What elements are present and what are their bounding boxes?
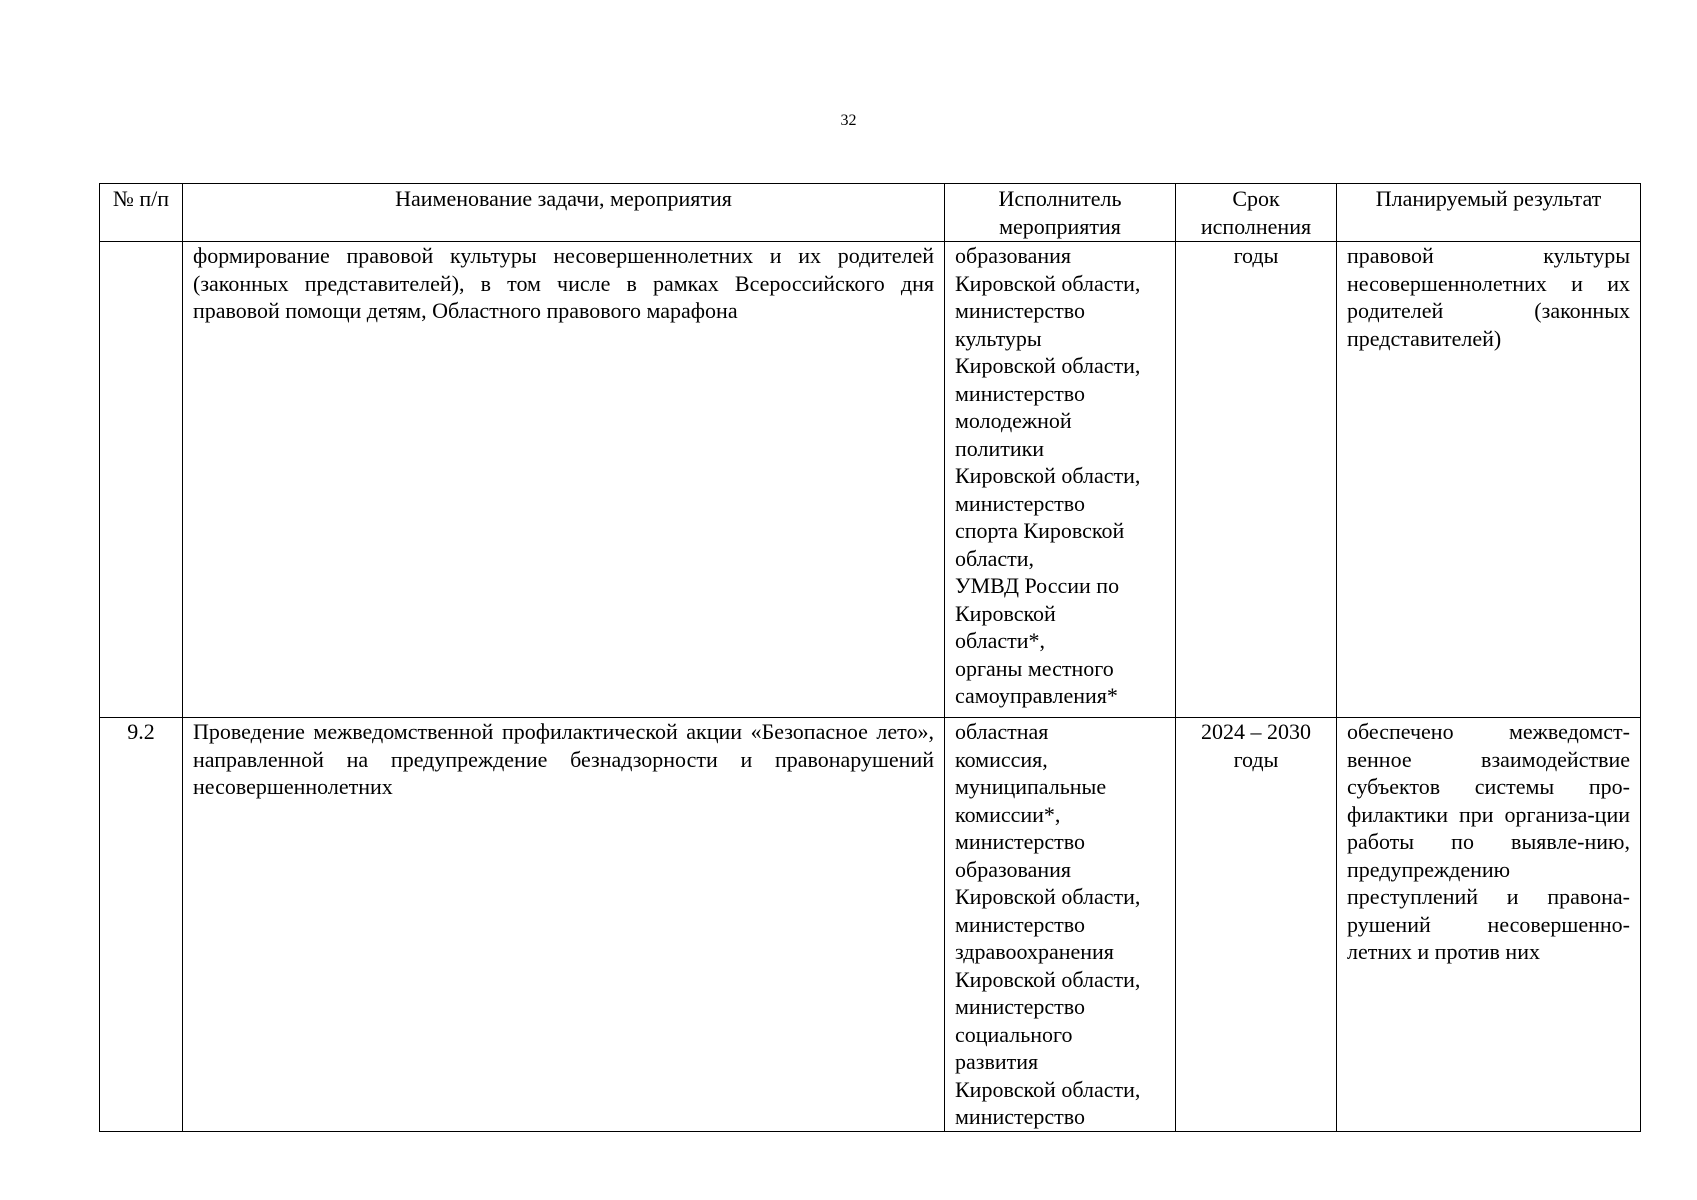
executor-line: министерство <box>955 994 1086 1019</box>
executor-line: органы местного <box>955 655 1114 681</box>
executor-line: молодежной <box>955 408 1072 433</box>
executor-line: министерство <box>955 380 1086 406</box>
measures-table <box>99 183 1641 1132</box>
executor-line: Кировской области, <box>955 270 1141 296</box>
row-result: обеспечено межведомст-венное взаимодействие субъектов системы про-филактики при организа-ции работы по выявле-нию, предупреждению преступлений и правона-рушений несовершенно-летних и против них <box>1337 718 1641 1132</box>
row-task: Проведение межведомственной профилактической акции «Безопасное лето», направленной на предупреждение безнадзорности и правонарушений несовершеннолетних <box>183 718 945 1132</box>
header-number: № п/п <box>100 184 183 242</box>
executor-line: министерство <box>955 298 1086 323</box>
executor-line: министерство <box>955 829 1086 854</box>
executor-line: спорта Кировской <box>955 518 1125 543</box>
executor-line: муниципальные <box>955 774 1107 799</box>
executor-line: развития <box>955 1049 1039 1074</box>
executor-line: здравоохранения <box>955 939 1114 964</box>
row-term: 2024 – 2030 годы <box>1176 718 1337 1132</box>
executor-line: Кировской области, <box>955 463 1141 488</box>
executor-line: Кировской области, <box>955 884 1141 909</box>
executor-line: министерство <box>955 1104 1086 1129</box>
executor-line: комиссия, <box>955 746 1048 772</box>
executor-line: Кировской области, <box>955 1076 1141 1102</box>
executor-line: УМВД России по <box>955 573 1120 598</box>
executor-line: комиссии*, <box>955 801 1061 827</box>
executor-line: области, <box>955 545 1035 571</box>
row-result: правовой культуры несовершеннолетних и их родителей (законных представителей) <box>1337 242 1641 718</box>
executor-line: Кировской области, <box>955 353 1141 378</box>
executor-line: областная <box>955 719 1049 744</box>
executor-line: министерство <box>955 911 1086 937</box>
page-number: 32 <box>840 112 857 129</box>
executor-line: министерство <box>955 490 1086 516</box>
row-number <box>100 242 183 718</box>
executor-line: политики <box>955 435 1045 461</box>
executor-line: самоуправления* <box>955 683 1118 708</box>
header-executor: Исполнитель мероприятия <box>945 184 1176 242</box>
table-row <box>100 718 1641 1132</box>
executor-line: образования <box>955 243 1072 268</box>
executor-line: области*, <box>955 628 1046 653</box>
table-header-row <box>100 184 1641 242</box>
row-task: формирование правовой культуры несовершеннолетних и их родителей (законных представителей), в том числе в рамках Всероссийского дня правовой помощи детям, Областного правового марафона <box>183 242 945 718</box>
table-row <box>100 242 1641 718</box>
executor-line: Кировской <box>955 600 1056 626</box>
row-term: годы <box>1176 242 1337 718</box>
header-term: Срок исполнения <box>1176 184 1337 242</box>
row-number: 9.2 <box>100 718 183 1132</box>
header-task: Наименование задачи, мероприятия <box>183 184 945 242</box>
row-executor <box>945 242 1176 718</box>
executor-line: социального <box>955 1021 1073 1047</box>
header-result: Планируемый результат <box>1337 184 1641 242</box>
executor-line: культуры <box>955 325 1042 351</box>
executor-line: образования <box>955 856 1072 882</box>
executor-line: Кировской области, <box>955 966 1141 992</box>
row-executor <box>945 718 1176 1132</box>
